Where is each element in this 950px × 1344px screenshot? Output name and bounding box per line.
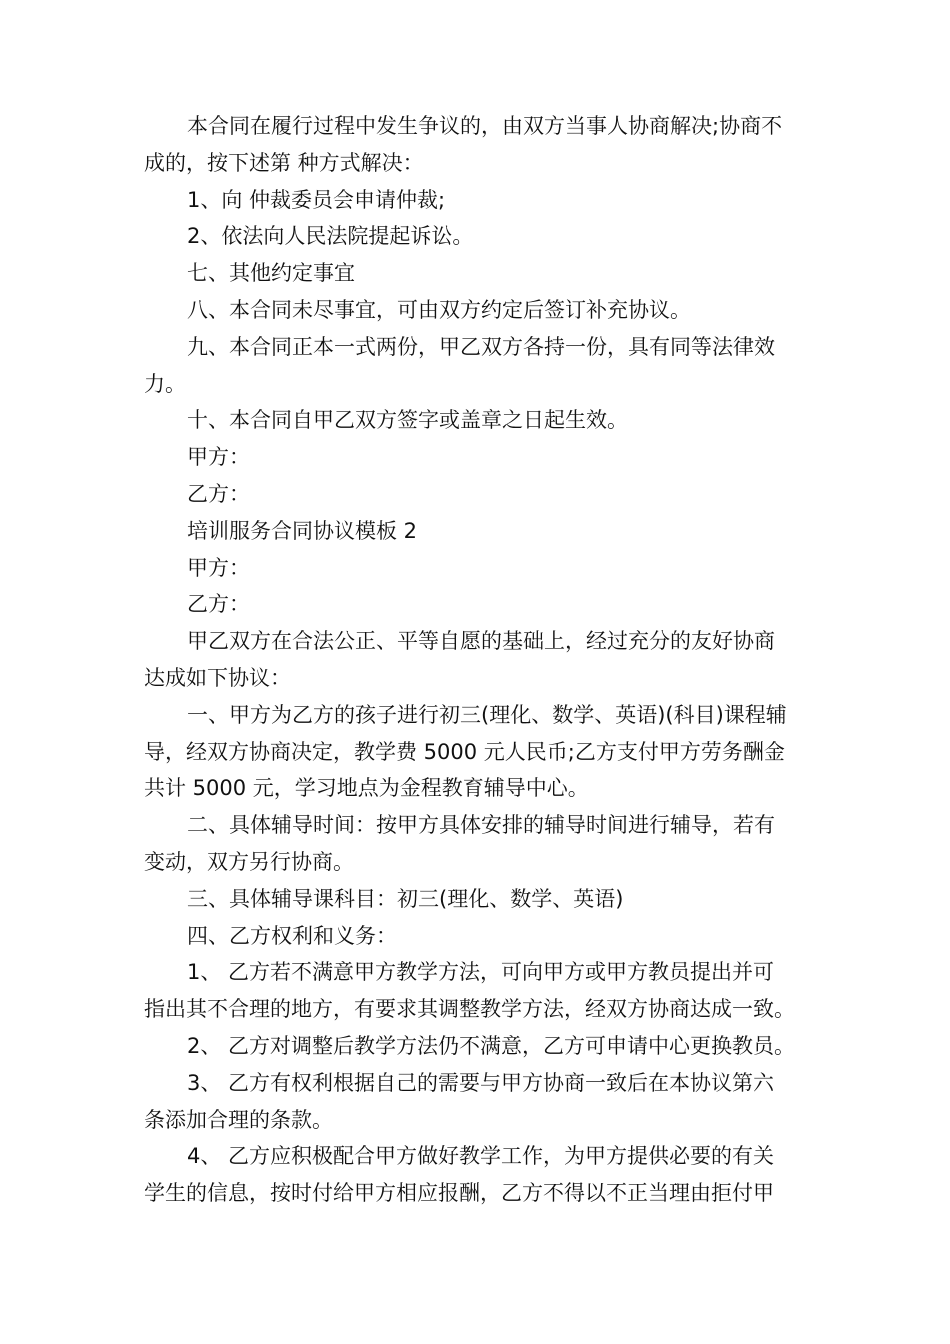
paragraph-line: 三、具体辅导课科目：初三(理化、数学、英语): [187, 886, 624, 911]
paragraph-line: 十、本合同自甲乙双方签字或盖章之日起生效。: [187, 408, 628, 433]
paragraph-line: 条添加合理的条款。: [144, 1107, 333, 1132]
paragraph-line: 指出其不合理的地方，有要求其调整教学方法，经双方协商达成一致。: [144, 997, 795, 1022]
paragraph: [144, 623, 824, 697]
paragraph-line: 1、向 仲裁委员会申请仲裁;: [187, 187, 446, 212]
paragraph-line: 七、其他约定事宜: [187, 261, 355, 286]
paragraph-line: 1、 乙方若不满意甲方教学方法，可向甲方或甲方教员提出并可: [187, 960, 775, 985]
paragraph-line: 一、甲方为乙方的孩子进行初三(理化、数学、英语)(科目)课程辅: [187, 702, 787, 727]
paragraph-line: 共计 5000 元，学习地点为金程教育辅导中心。: [144, 776, 589, 801]
paragraph: [144, 1138, 824, 1212]
paragraph-line: 学生的信息，按时付给甲方相应报酬，乙方不得以不正当理由拒付甲: [144, 1181, 774, 1206]
paragraph: [144, 1065, 824, 1139]
paragraph-line: 3、 乙方有权利根据自己的需要与甲方协商一致后在本协议第六: [187, 1070, 775, 1095]
paragraph-line: 本合同在履行过程中发生争议的，由双方当事人协商解决;协商不: [187, 114, 783, 138]
paragraph: [144, 329, 824, 403]
paragraph: [144, 586, 824, 623]
paragraph-line: 乙方：: [187, 481, 250, 506]
paragraph-line: 八、本合同未尽事宜，可由双方约定后签订补充协议。: [187, 297, 691, 322]
document-body: [144, 108, 824, 1212]
paragraph-line: 甲方：: [187, 555, 250, 580]
paragraph: [144, 292, 824, 329]
paragraph: [144, 218, 824, 255]
paragraph-line: 二、具体辅导时间：按甲方具体安排的辅导时间进行辅导，若有: [187, 813, 775, 838]
paragraph: [144, 255, 824, 292]
paragraph: [144, 697, 824, 807]
paragraph: [144, 402, 824, 439]
paragraph: [144, 513, 824, 550]
paragraph-line: 九、本合同正本一式两份，甲乙双方各持一份，具有同等法律效: [187, 334, 775, 359]
paragraph: [144, 1028, 824, 1065]
paragraph-line: 变动，双方另行协商。: [144, 849, 354, 874]
paragraph-line: 导，经双方协商决定，教学费 5000 元人民币;乙方支付甲方劳务酬金: [144, 739, 785, 764]
paragraph-line: 达成如下协议：: [144, 665, 291, 690]
paragraph-line: 培训服务合同协议模板 2: [187, 518, 418, 543]
paragraph-line: 成的，按下述第 种方式解决：: [144, 150, 424, 175]
paragraph-line: 2、 乙方对调整后教学方法仍不满意，乙方可申请中心更换教员。: [187, 1033, 796, 1058]
paragraph: [144, 954, 824, 1028]
paragraph-line: 2、依法向人民法院提起诉讼。: [187, 224, 474, 249]
paragraph: [144, 108, 824, 182]
paragraph: [144, 807, 824, 881]
paragraph-line: 4、 乙方应积极配合甲方做好教学工作，为甲方提供必要的有关: [187, 1144, 775, 1169]
paragraph-line: 力。: [144, 371, 186, 396]
paragraph: [144, 182, 824, 219]
paragraph: [144, 550, 824, 587]
paragraph: [144, 918, 824, 955]
paragraph-line: 甲乙双方在合法公正、平等自愿的基础上，经过充分的友好协商: [187, 629, 775, 654]
paragraph-line: 四、乙方权利和义务：: [187, 923, 397, 948]
paragraph: [144, 439, 824, 476]
paragraph-line: 甲方：: [187, 445, 250, 470]
paragraph-line: 乙方：: [187, 592, 250, 617]
paragraph: [144, 881, 824, 918]
paragraph: [144, 476, 824, 513]
